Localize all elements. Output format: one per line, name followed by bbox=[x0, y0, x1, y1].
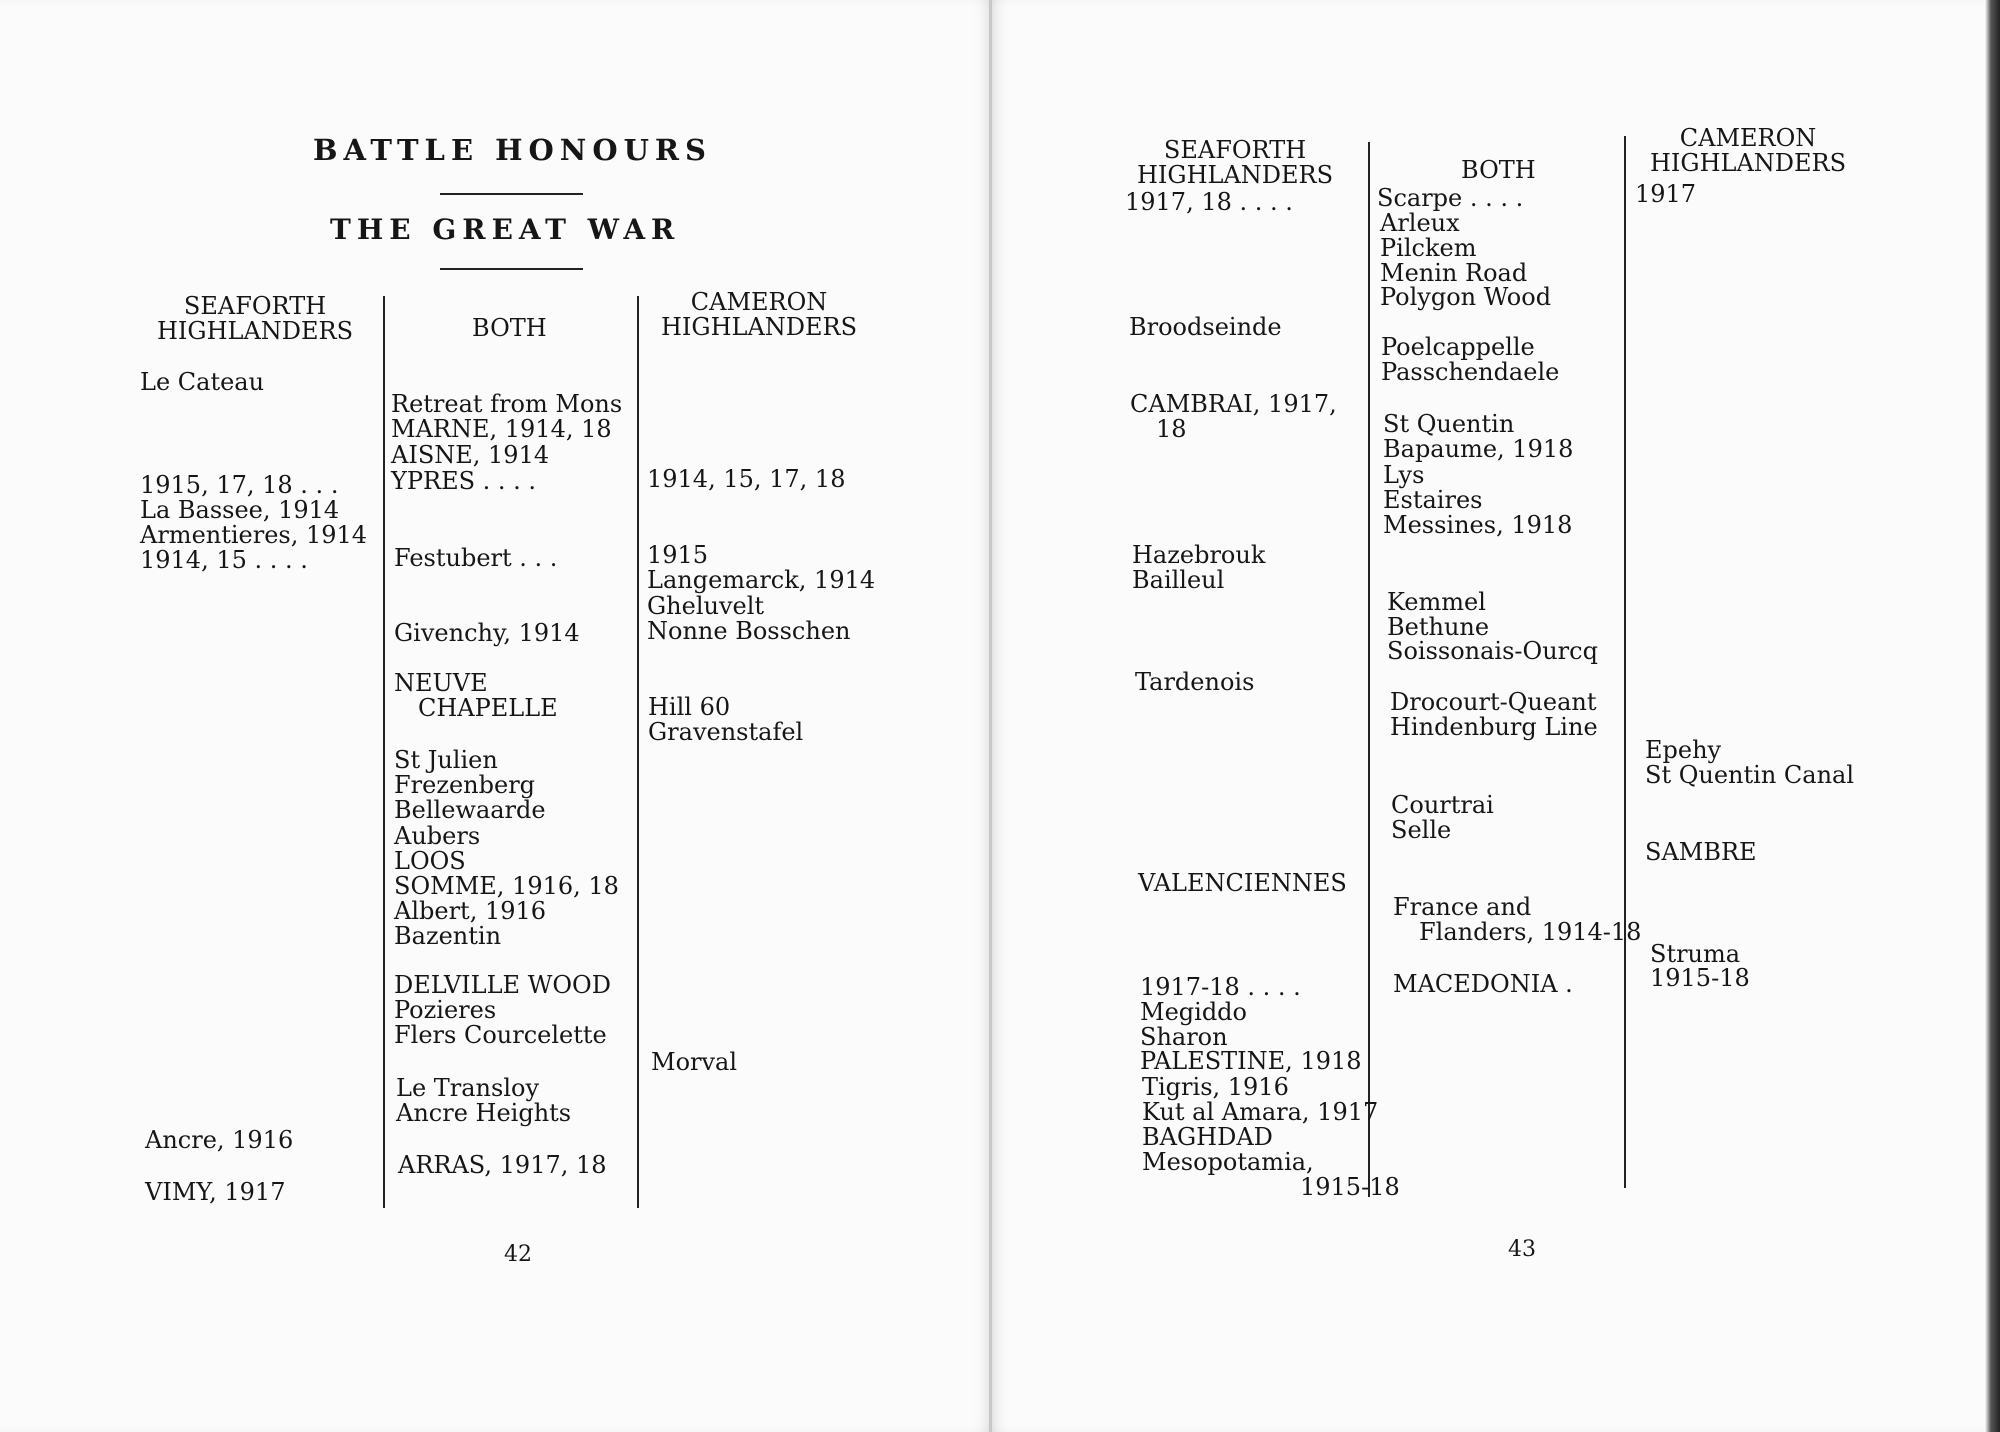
seaforth-entry: Tigris, 1916 bbox=[1142, 1073, 1289, 1101]
both-entry: NEUVE bbox=[394, 669, 488, 697]
both-entry: AISNE, 1914 bbox=[391, 441, 550, 469]
column-rule-left bbox=[1368, 142, 1370, 1197]
cameron-entry: Langemarck, 1914 bbox=[647, 566, 876, 594]
cameron-entry: 1915 bbox=[647, 541, 709, 569]
seaforth-entry: 1914, 15 . . . . bbox=[140, 546, 308, 574]
cameron-entry: Epehy bbox=[1645, 736, 1722, 764]
both-entry: Passchendaele bbox=[1381, 358, 1560, 386]
left-page bbox=[0, 0, 991, 1432]
both-entry: Ancre Heights bbox=[396, 1099, 572, 1127]
page-number: 43 bbox=[1508, 1237, 1536, 1262]
both-entry: Polygon Wood bbox=[1380, 283, 1552, 311]
cameron-entry: Gheluvelt bbox=[647, 592, 765, 620]
cameron-entry: Nonne Bosschen bbox=[647, 617, 851, 645]
both-entry: Festubert . . . bbox=[394, 544, 558, 572]
both-entry: YPRES . . . . bbox=[391, 467, 537, 495]
title-rule bbox=[440, 193, 583, 195]
header-seaforth: SEAFORTH HIGHLANDERS bbox=[1137, 136, 1334, 189]
seaforth-entry: Tardenois bbox=[1135, 668, 1255, 696]
cameron-entry: 1914, 15, 17, 18 bbox=[647, 465, 846, 493]
both-entry: Flers Courcelette bbox=[394, 1021, 607, 1049]
both-entry: Poelcappelle bbox=[1381, 333, 1535, 361]
book-right-edge bbox=[1985, 0, 2000, 1432]
column-rule-right bbox=[637, 296, 639, 1208]
both-entry: Aubers bbox=[394, 822, 481, 850]
both-entry: DELVILLE WOOD bbox=[394, 971, 611, 999]
both-entry: CHAPELLE bbox=[418, 694, 558, 722]
seaforth-entry: La Bassee, 1914 bbox=[140, 496, 340, 524]
cameron-entry: St Quentin Canal bbox=[1645, 761, 1855, 789]
cameron-entry: Struma bbox=[1650, 940, 1741, 968]
both-entry: Hindenburg Line bbox=[1390, 713, 1598, 741]
cameron-entry: 1917 bbox=[1635, 180, 1697, 208]
both-entry: Lys bbox=[1383, 461, 1425, 489]
both-entry: Courtrai bbox=[1391, 791, 1494, 819]
seaforth-entry: Megiddo bbox=[1140, 998, 1247, 1026]
subtitle-rule bbox=[440, 268, 583, 270]
both-entry: Albert, 1916 bbox=[394, 897, 547, 925]
header-both: BOTH bbox=[1461, 156, 1536, 184]
both-entry: Scarpe . . . . bbox=[1377, 184, 1524, 212]
page-number: 42 bbox=[504, 1242, 532, 1267]
column-rule-left bbox=[383, 296, 385, 1208]
both-entry: MACEDONIA . bbox=[1393, 970, 1573, 998]
both-entry: Arleux bbox=[1380, 209, 1460, 237]
both-entry: St Julien bbox=[394, 746, 498, 774]
both-entry: Drocourt-Queant bbox=[1390, 688, 1597, 716]
both-entry: France and bbox=[1393, 893, 1532, 921]
seaforth-entry: Hazebrouk bbox=[1132, 541, 1266, 569]
header-both: BOTH bbox=[472, 314, 547, 342]
book-gutter bbox=[989, 0, 992, 1432]
both-entry: Bapaume, 1918 bbox=[1383, 435, 1574, 463]
seaforth-entry: 1915-18 bbox=[1300, 1173, 1400, 1201]
both-entry: ARRAS, 1917, 18 bbox=[398, 1151, 607, 1179]
seaforth-entry: 18 bbox=[1156, 415, 1187, 443]
page-subtitle: THE GREAT WAR bbox=[330, 213, 681, 246]
both-entry: Bazentin bbox=[394, 922, 502, 950]
cameron-entry: 1915-18 bbox=[1650, 964, 1750, 992]
both-entry: Pilckem bbox=[1380, 234, 1477, 262]
both-entry: Frezenberg bbox=[394, 771, 536, 799]
cameron-entry: Gravenstafel bbox=[648, 718, 804, 746]
both-entry: Soissonais-Ourcq bbox=[1387, 637, 1598, 665]
seaforth-entry: Armentieres, 1914 bbox=[140, 521, 368, 549]
both-entry: Retreat from Mons bbox=[391, 390, 623, 418]
seaforth-entry: 1917, 18 . . . . bbox=[1125, 188, 1293, 216]
header-cameron: CAMERON HIGHLANDERS bbox=[1650, 124, 1847, 177]
seaforth-entry: Broodseinde bbox=[1129, 313, 1282, 341]
seaforth-entry: Le Cateau bbox=[140, 368, 265, 396]
both-entry: Pozieres bbox=[394, 996, 497, 1024]
both-entry: Bellewaarde bbox=[394, 796, 546, 824]
seaforth-entry: VIMY, 1917 bbox=[145, 1178, 286, 1206]
both-entry: Messines, 1918 bbox=[1383, 511, 1573, 539]
cameron-entry: Hill 60 bbox=[648, 693, 731, 721]
both-entry: MARNE, 1914, 18 bbox=[391, 415, 612, 443]
both-entry: Estaires bbox=[1383, 486, 1483, 514]
both-entry: Selle bbox=[1391, 816, 1452, 844]
seaforth-entry: Ancre, 1916 bbox=[145, 1126, 294, 1154]
both-entry: Le Transloy bbox=[396, 1074, 540, 1102]
right-page bbox=[991, 0, 2000, 1432]
seaforth-entry: CAMBRAI, 1917, bbox=[1130, 390, 1337, 418]
seaforth-entry: Sharon bbox=[1140, 1023, 1228, 1051]
seaforth-entry: VALENCIENNES bbox=[1138, 869, 1347, 897]
both-entry: St Quentin bbox=[1383, 410, 1515, 438]
seaforth-entry: Kut al Amara, 1917 bbox=[1142, 1098, 1379, 1126]
seaforth-entry: 1917-18 . . . . bbox=[1140, 973, 1301, 1001]
cameron-entry: SAMBRE bbox=[1645, 838, 1757, 866]
seaforth-entry: BAGHDAD bbox=[1142, 1123, 1273, 1151]
both-entry: Givenchy, 1914 bbox=[394, 619, 580, 647]
both-entry: SOMME, 1916, 18 bbox=[394, 872, 619, 900]
seaforth-entry: PALESTINE, 1918 bbox=[1140, 1047, 1362, 1075]
seaforth-entry: Bailleul bbox=[1132, 566, 1225, 594]
both-entry: LOOS bbox=[394, 847, 466, 875]
both-entry: Kemmel bbox=[1387, 588, 1486, 616]
page-title: BATTLE HONOURS bbox=[313, 133, 712, 167]
both-entry: Bethune bbox=[1387, 613, 1490, 641]
header-cameron: CAMERON HIGHLANDERS bbox=[661, 288, 858, 341]
both-entry: Flanders, 1914-18 bbox=[1419, 918, 1642, 946]
seaforth-entry: Mesopotamia, bbox=[1142, 1148, 1314, 1176]
cameron-entry: Morval bbox=[651, 1048, 738, 1076]
column-rule-right bbox=[1624, 136, 1626, 1188]
seaforth-entry: 1915, 17, 18 . . . bbox=[140, 471, 339, 499]
both-entry: Menin Road bbox=[1380, 259, 1528, 287]
header-seaforth: SEAFORTH HIGHLANDERS bbox=[157, 292, 354, 345]
